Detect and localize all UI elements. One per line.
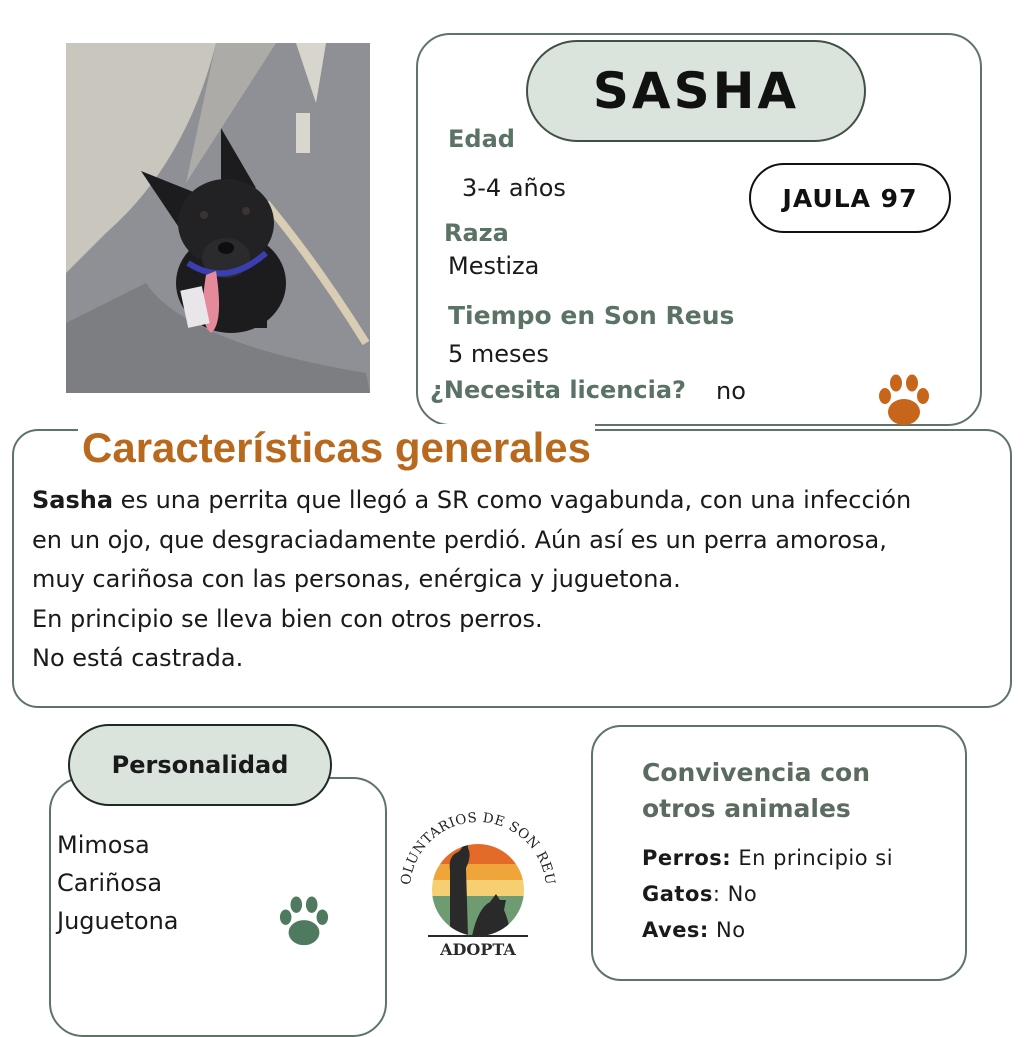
gatos-value: : No (712, 882, 758, 906)
convivencia-aves (642, 918, 746, 942)
caracteristicas-text (32, 481, 1002, 679)
perros-value: En principio si (731, 846, 894, 870)
aves-label: Aves: (642, 918, 709, 942)
gatos-label: Gatos (642, 882, 713, 906)
convivencia-perros (642, 846, 893, 870)
convivencia-gatos (642, 882, 757, 906)
desc-line-1 (32, 481, 1002, 521)
aves-value: No (708, 918, 746, 942)
edad-label: Edad (448, 125, 515, 153)
desc-line-3: muy cariñosa con las personas, enérgica y juguetona. (32, 565, 681, 593)
desc-line-2: en un ojo, que desgraciadamente perdió. Aún así es un perra amorosa, (32, 525, 887, 554)
licencia-value: no (716, 377, 746, 405)
dog-photo (66, 43, 370, 393)
caracteristicas-title: Características generales (78, 424, 595, 472)
licencia-label: ¿Necesita licencia? (430, 376, 686, 404)
personalidad-title: Personalidad (68, 724, 332, 806)
jaula-badge: JAULA 97 (749, 163, 951, 233)
logo-arc-text: OLUNTARIOS DE SON REU (398, 809, 558, 887)
dog-photo-illustration (66, 43, 370, 393)
trait-item: Juguetona (57, 907, 179, 935)
desc-name-bold: Sasha (32, 486, 114, 514)
trait-item: Cariñosa (57, 869, 163, 897)
trait-item: Mimosa (57, 831, 150, 859)
desc-line-4: En principio se lleva bien con otros perros. (32, 604, 543, 633)
raza-label: Raza (444, 219, 509, 247)
perros-label: Perros: (642, 846, 732, 870)
voluntarios-logo (388, 790, 568, 965)
tiempo-label: Tiempo en Son Reus (448, 301, 735, 330)
paw-icon (876, 372, 932, 430)
desc-line-5: No está castrada. (32, 644, 244, 672)
edad-value: 3-4 años (462, 174, 566, 202)
raza-value: Mestiza (448, 252, 540, 280)
paw-icon (277, 894, 331, 950)
tiempo-value: 5 meses (448, 340, 549, 368)
convivencia-title: Convivencia con otros animales (642, 758, 870, 823)
dog-name: SASHA (526, 40, 866, 142)
desc-line-1-rest: es una perrita que llegó a SR como vagabunda, con una infección (113, 486, 912, 514)
logo-bottom-text: ADOPTA (440, 940, 516, 959)
